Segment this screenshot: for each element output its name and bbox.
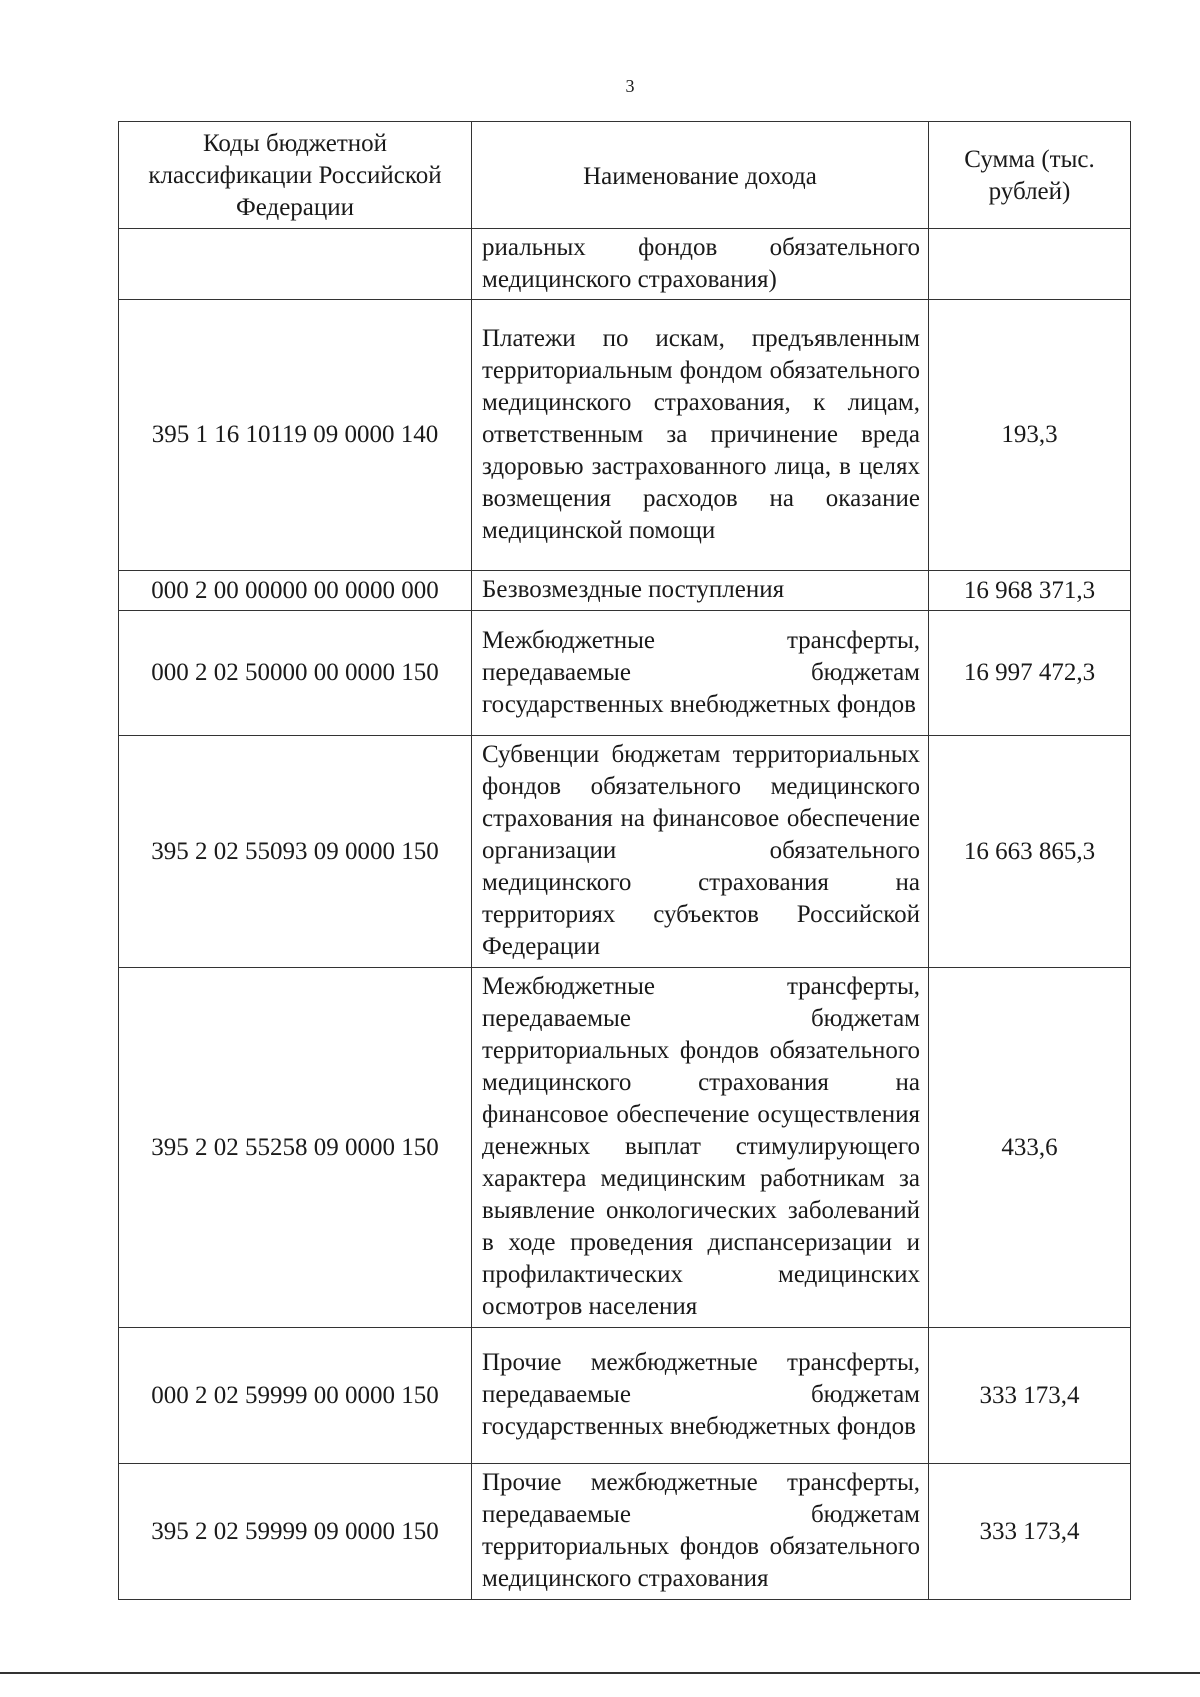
row-code: 395 1 16 10119 09 0000 140 (119, 300, 472, 571)
header-code: Коды бюджетной классификации Российской Федерации (119, 122, 472, 229)
row-sum: 16 997 472,3 (929, 611, 1131, 736)
row-code: 395 2 02 55258 09 0000 150 (119, 968, 472, 1328)
row-name: Прочие межбюджетные трансферты, передаваемые бюджетам территориальных фондов обязательного медицинского страхования (472, 1464, 929, 1600)
row-name: Прочие межбюджетные трансферты, передаваемые бюджетам государственных внебюджетных фондов (472, 1328, 929, 1464)
row-code: 000 2 02 50000 00 0000 150 (119, 611, 472, 736)
row-name: Платежи по искам, предъявленным территориальным фондом обязательного медицинского страхования, к лицам, ответственным за причинение вреда здоровью застрахованного лица, в целях возмещения расходов на оказание медицинской помощи (472, 300, 929, 571)
row-name: риальных фондов обязательного медицинского страхования) (472, 229, 929, 300)
table-row (119, 611, 1131, 736)
header-name: Наименование дохода (472, 122, 929, 229)
row-sum: 433,6 (929, 968, 1131, 1328)
row-name: Межбюджетные трансферты, передаваемые бюджетам территориальных фондов обязательного медицинского страхования на финансовое обеспечение осуществления денежных выплат стимулирующего характера медицинским работникам за выявление онкологических заболеваний в ходе проведения диспансеризации и профилактических медицинских осмотров населения (472, 968, 929, 1328)
row-sum: 333 173,4 (929, 1328, 1131, 1464)
header-sum: Сумма (тыс. рублей) (929, 122, 1131, 229)
row-sum: 16 968 371,3 (929, 571, 1131, 611)
row-sum: 333 173,4 (929, 1464, 1131, 1600)
table-header-row (119, 122, 1131, 229)
row-sum: 16 663 865,3 (929, 736, 1131, 968)
table-row (119, 1328, 1131, 1464)
page-number: 3 (625, 76, 635, 96)
table-row (119, 1464, 1131, 1600)
row-name: Безвозмездные поступления (472, 571, 929, 611)
row-code: 395 2 02 55093 09 0000 150 (119, 736, 472, 968)
row-name: Межбюджетные трансферты, передаваемые бюджетам государственных внебюджетных фондов (472, 611, 929, 736)
table-row (119, 300, 1131, 571)
row-code: 000 2 00 00000 00 0000 000 (119, 571, 472, 611)
row-sum (929, 229, 1131, 300)
table-row (119, 571, 1131, 611)
budget-revenue-table (118, 121, 1131, 1600)
table-row (119, 229, 1131, 300)
table-row (119, 968, 1131, 1328)
page-bottom-rule (0, 1672, 1200, 1674)
row-name: Субвенции бюджетам территориальных фондов обязательного медицинского страхования на финансовое обеспечение организации обязательного медицинского страхования на территориях субъектов Российской Федерации (472, 736, 929, 968)
row-code: 000 2 02 59999 00 0000 150 (119, 1328, 472, 1464)
row-code: 395 2 02 59999 09 0000 150 (119, 1464, 472, 1600)
row-code (119, 229, 472, 300)
row-sum: 193,3 (929, 300, 1131, 571)
table-row (119, 736, 1131, 968)
